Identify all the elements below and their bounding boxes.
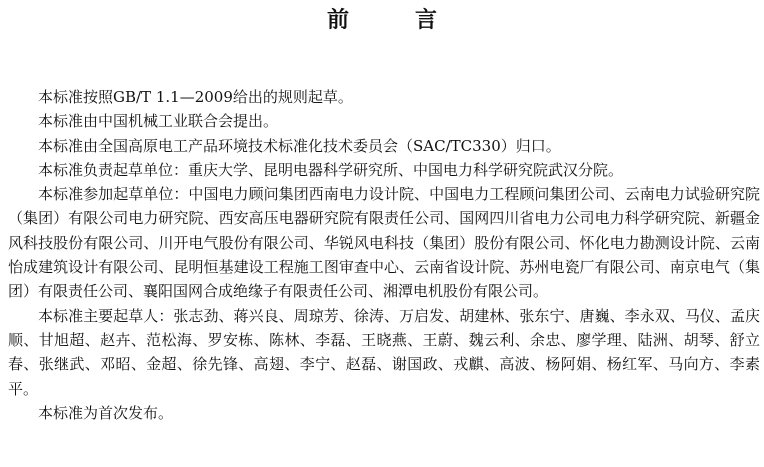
paragraph-drafting-rules: 本标准按照GB/T 1.1—2009给出的规则起草。 — [38, 88, 353, 106]
document-body — [8, 85, 760, 425]
page-title: 前 言 — [326, 8, 459, 33]
paragraph-participating-units: 本标准参加起草单位：中国电力顾问集团西南电力设计院、中国电力工程顾问集团公司、云南电力试验研究院（集团）有限公司电力研究院、西安高压电器研究院有限责任公司、国网四川省电力公司电力科学研究院、新疆金风科技股份有限公司、川开电气股份有限公司、华锐风电科技（集团）股份有限公司、怀化电力勘测设计院、云南怡成建筑设计有限公司、昆明恒基建设工程施工图审查中心、云南省设计院、苏州电瓷厂有限公司、南京电气（集团）有限责任公司、襄阳国网合成绝缘子有限责任公司、湘潭电机股份有限公司。 — [8, 185, 760, 301]
paragraph-first-release: 本标准为首次发布。 — [38, 403, 174, 422]
paragraph-committee: 本标准由全国高原电工产品环境技术标准化技术委员会（SAC/TC330）归口。 — [38, 136, 561, 155]
paragraph-lead-units: 本标准负责起草单位：重庆大学、昆明电器科学研究所、中国电力科学研究院武汉分院。 — [38, 160, 624, 179]
paragraph-main-drafters: 本标准主要起草人：张志劲、蒋兴良、周琼芳、徐涛、万启发、胡建林、张东宁、唐巍、李永双、马仪、孟庆顺、甘旭超、赵卉、范松海、罗安栋、陈林、李磊、王晓燕、王蔚、魏云利、余忠、廖学理、陆洲、胡琴、舒立春、张继武、邓昭、金超、徐先锋、高翅、李宁、赵磊、谢国政、戎麒、高波、杨阿娟、杨红军、马向方、李素平。 — [8, 306, 760, 398]
paragraph-proposer: 本标准由中国机械工业联合会提出。 — [38, 112, 279, 131]
